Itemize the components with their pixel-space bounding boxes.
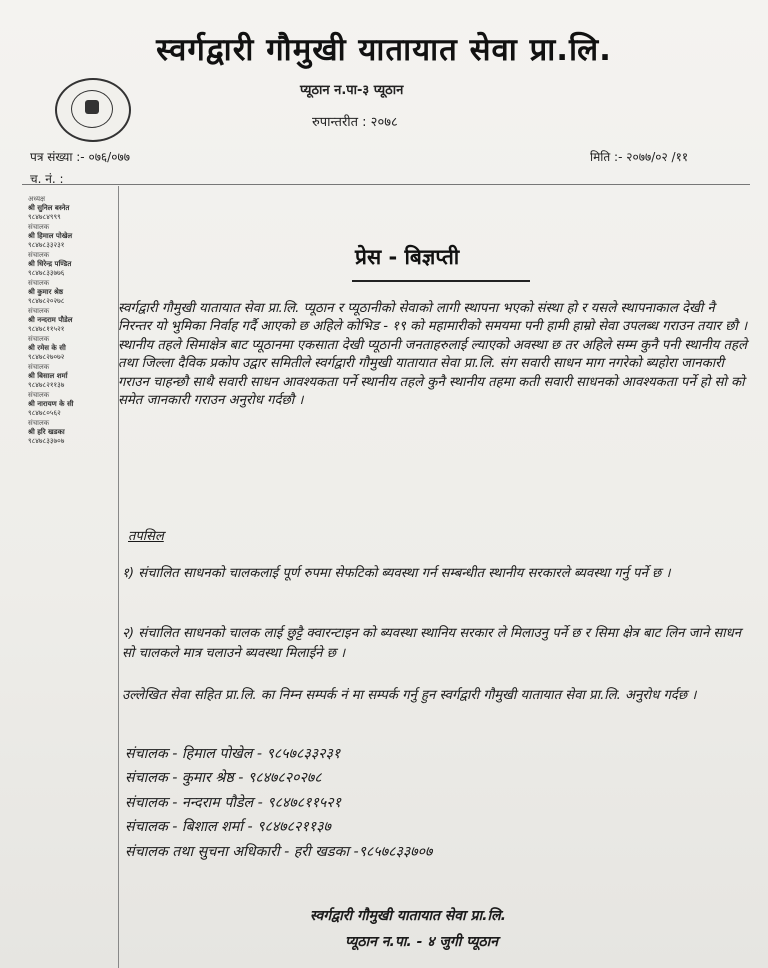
- board-member: [28, 391, 116, 418]
- contact-list: [125, 742, 725, 864]
- board-member-phone: ९८४७८४९९९: [28, 213, 61, 221]
- board-member-phone: ९८४७८११५२१: [28, 325, 65, 333]
- details-heading: तपसिल: [128, 529, 164, 544]
- contact-row: संचालक तथा सुचना अधिकारी - हरी खडका -९८५७८३३७०७: [125, 843, 433, 860]
- signature-address: प्यूठान न.पा. - ४ जुगी प्यूठान: [345, 934, 499, 950]
- board-members-list: [28, 194, 116, 446]
- board-member-name: श्री कुमार श्रेष्ठ: [28, 288, 63, 296]
- contact-row: संचालक - बिशाल शर्मा - ९८४७८२११३७: [125, 819, 331, 836]
- board-member: [28, 335, 116, 362]
- board-member-name: श्री नन्दराम पौडेल: [28, 316, 73, 324]
- board-member-role: संचालक: [28, 391, 50, 399]
- board-member-name: श्री हरि खडका: [28, 428, 65, 436]
- board-member-role: संचालक: [28, 307, 50, 315]
- press-release-title: प्रेस - बिज्ञप्ती: [355, 245, 460, 269]
- board-member-role: संचालक: [28, 363, 50, 371]
- board-member-phone: ९८४७८३३७०७: [28, 437, 65, 445]
- closing-paragraph: उल्लेखित सेवा सहित प्रा.लि. का निम्न सम्पर्क नं मा सम्पर्क गर्नु हुन स्वर्गद्वारी गौमुखी यातायात सेवा प्रा.लि. अनुरोध गर्दछ ।: [122, 688, 697, 703]
- board-member-phone: ९८४७८२११३७: [28, 381, 65, 389]
- board-member: [28, 195, 116, 222]
- header-divider: [22, 184, 750, 185]
- letter-date: मिति :- २०७७/०२ /११: [590, 150, 689, 164]
- board-member: [28, 307, 116, 334]
- title-underline: [352, 280, 530, 282]
- reference-number: पत्र संख्या :- ०७६/०७७: [30, 150, 130, 164]
- board-member: [28, 223, 116, 250]
- organization-address: प्यूठान न.पा-३ प्यूठान: [300, 83, 404, 98]
- body-paragraph: स्थानीय तहले सिमाक्षेत्र बाट प्यूठानमा एकसाता देखी प्यूठानी जनताहरुलाई ल्याएको अवस्था छ तर अहिले सम्म कुनै पनी स्थानीय तहले तथा जिल्ला दैविक प्रकोप उद्वार समितीले स्वर्गद्वारी गौमुखी यातायात सेवा प्रा.लि. संग सवारी साधन माग नगरेको ब्यहोरा जानकारी गराउन चाहन्छौ साथै सवारी साधन आवश्यकता पर्ने स्थानीय तहले कुनै स्थानीय तहमा कती सवारी साधनको आवश्यकता पर्ने हो सो को समेत जानकारी गराउन अनुरोध गर्दछौ ।: [118, 337, 747, 409]
- details-item: १) संचालित साधनको चालकलाई पूर्ण रुपमा सेफटिको ब्यवस्था गर्न सम्बन्धीत स्थानीय सरकारले ब्यवस्था गर्नु पर्ने छ ।: [122, 566, 671, 581]
- board-member-role: संचालक: [28, 279, 50, 287]
- board-member-name: श्री हिमाल पोखेल: [28, 232, 73, 240]
- letter-body: [118, 300, 748, 410]
- board-member-role: संचालक: [28, 419, 50, 427]
- board-member-phone: ९८४७८३३७७६: [28, 269, 65, 277]
- board-member-name: श्री धिरेन्द्र पण्डित: [28, 260, 72, 268]
- dispatch-number: च. नं. :: [30, 172, 64, 186]
- board-member: [28, 419, 116, 446]
- board-member-phone: ९८४७८३३२३१: [28, 241, 65, 249]
- board-member-name: श्री नारायण के सी: [28, 400, 74, 408]
- board-member: [28, 251, 116, 278]
- board-member-role: संचालक: [28, 251, 50, 259]
- board-member-phone: ९८४७८०५६२: [28, 409, 61, 417]
- company-seal-icon: [55, 78, 131, 142]
- organization-registration: रुपान्तरीत : २०७८: [312, 115, 398, 130]
- contact-row: संचालक - कुमार श्रेष्ठ - ९८४७८२०२७८: [125, 770, 322, 787]
- board-member-role: संचालक: [28, 335, 50, 343]
- board-member-phone: ९८४७८२७०७२: [28, 353, 65, 361]
- contact-row: संचालक - हिमाल पोखेल - ९८५७८३३२३१: [125, 746, 341, 762]
- organization-name: स्वर्गद्वारी गौमुखी यातायात सेवा प्रा.लि.: [156, 32, 612, 68]
- board-member-name: श्री सुनिल बस्नेत: [28, 204, 70, 212]
- board-member-name: श्री रमेस के सी: [28, 344, 66, 352]
- body-paragraph: स्वर्गद्वारी गौमुखी यातायात सेवा प्रा.लि. प्यूठान र प्यूठानीको सेवाको लागी स्थापना भएको संस्था हो र यसले स्थापनाकाल देखी नै निरन्तर यो भुमिका निर्वाह गर्दै आएको छ अहिले कोभिड - १९ को महामारीको समयमा पनी हामी हाम्रो सेवा उपलब्ध गराउन तयार छौ ।: [118, 301, 748, 335]
- board-member-name: श्री बिसाल शर्मा: [28, 372, 68, 380]
- board-member: [28, 363, 116, 390]
- board-member-role: संचालक: [28, 223, 50, 231]
- contact-row: संचालक - नन्दराम पौडेल - ९८४७८११५२१: [125, 794, 342, 811]
- board-member-phone: ९८४७८२०२७८: [28, 297, 65, 305]
- board-member-role: अध्यक्ष: [28, 195, 46, 203]
- details-item: २) संचालित साधनको चालक लाई छुट्टै क्वारन्टाइन को ब्यवस्था स्थानिय सरकार ले मिलाउनु पर्ने छ र सिमा क्षेत्र बाट लिन जाने साधन सो चालकले मात्र चलाउने ब्यवस्था मिलाईने छ ।: [122, 626, 742, 661]
- board-member: [28, 279, 116, 306]
- signature-organization: स्वर्गद्वारी गौमुखी यातायात सेवा प्रा.लि.: [310, 908, 506, 924]
